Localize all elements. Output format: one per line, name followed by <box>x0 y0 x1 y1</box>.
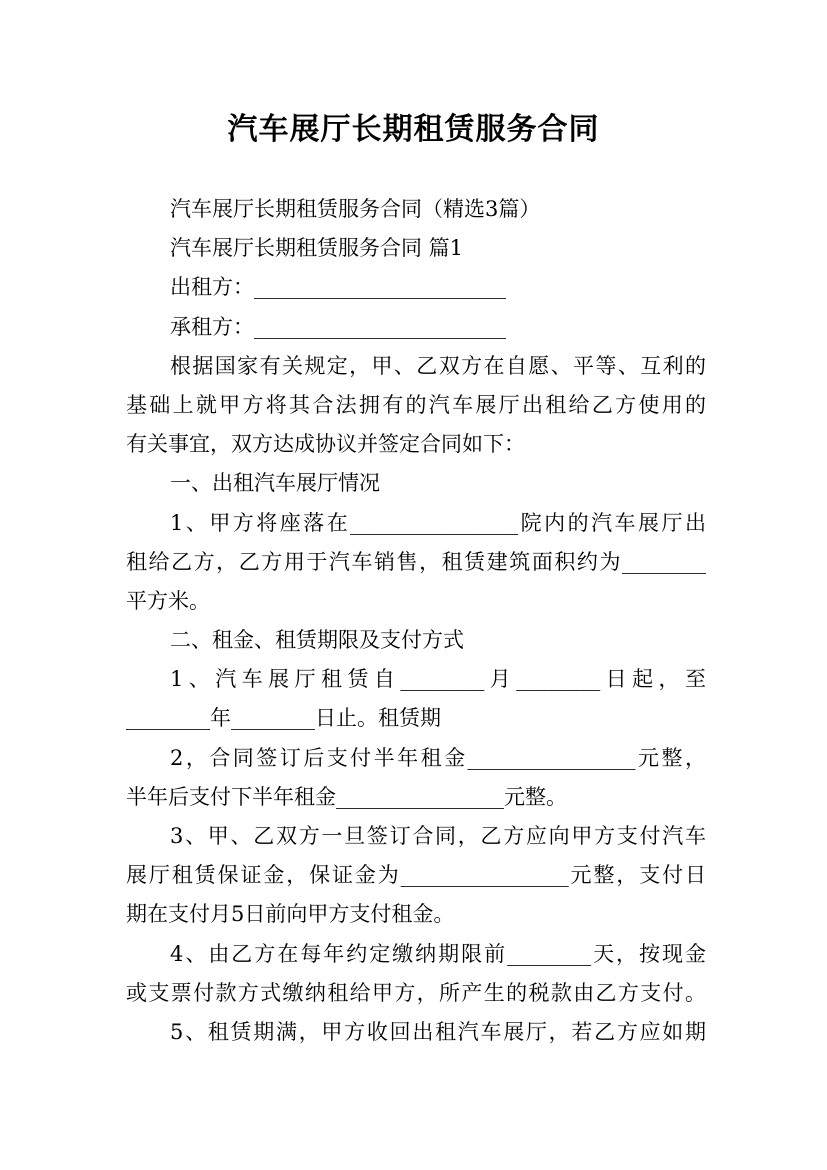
paragraph-line: 半年后支付下半年租金________________元整。 <box>126 784 567 809</box>
paragraph-line: 汽车展厅长期租赁服务合同（精选3篇） <box>170 197 541 221</box>
paragraph-line: 1、甲方将座落在________________院内的汽车展厅出 <box>170 510 706 535</box>
paragraph-line: 或支票付款方式缴纳租给甲方，所产生的税款由乙方支付。 <box>126 980 706 1005</box>
document-body <box>126 190 706 1052</box>
paragraph-line: 根据国家有关规定，甲、乙双方在自愿、平等、互利的 <box>170 353 706 378</box>
paragraph-line: 期在支付月5日前向甲方支付租金。 <box>126 902 455 927</box>
paragraph-line: 3、甲、乙双方一旦签订合同，乙方应向甲方支付汽车 <box>170 824 706 848</box>
paragraph-line: 展厅租赁保证金，保证金为________________元整，支付日 <box>126 863 706 888</box>
paragraph-line: 4、由乙方在每年约定缴纳期限前________天，按现金 <box>170 941 706 966</box>
paragraph-line: 2，合同签订后支付半年租金________________元整， <box>170 745 706 770</box>
paragraph-line: 承租方：________________________ <box>170 314 506 339</box>
paragraph-line: 租给乙方，乙方用于汽车销售，租赁建筑面积约为________ <box>126 549 706 574</box>
paragraph-line: 有关事宜，双方达成协议并签定合同如下： <box>126 432 525 457</box>
paragraph-line: 一、出租汽车展厅情况 <box>170 471 380 496</box>
paragraph-line: 基础上就甲方将其合法拥有的汽车展厅出租给乙方使用的 <box>126 392 706 417</box>
paragraph-line: 出租方：________________________ <box>170 275 506 300</box>
paragraph-line: 平方米。 <box>126 588 210 613</box>
paragraph-line: 5、租赁期满，甲方收回出租汽车展厅，若乙方应如期 <box>170 1019 706 1044</box>
document-title: 汽车展厅长期租赁服务合同 <box>227 112 600 147</box>
paragraph-line: ________年________日止。租赁期 <box>126 706 441 731</box>
paragraph-line: 汽车展厅长期租赁服务合同 篇1 <box>170 236 464 261</box>
paragraph-line: 二、租金、租赁期限及支付方式 <box>170 628 464 653</box>
paragraph-line: 1、汽车展厅租赁自________月________日起，至 <box>170 667 706 692</box>
